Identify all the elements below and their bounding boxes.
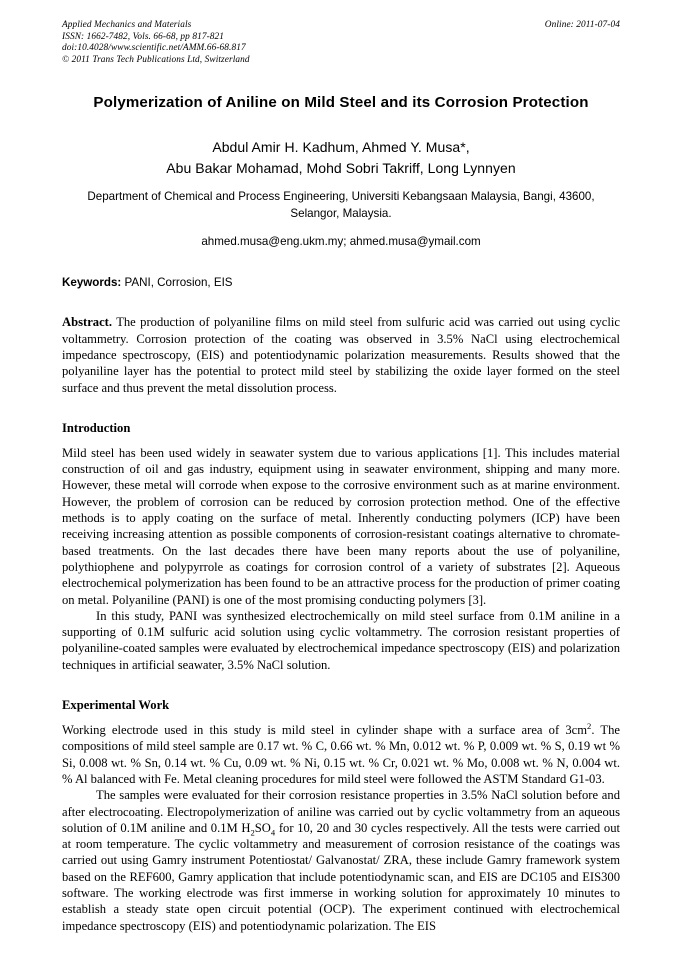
page-title: Polymerization of Aniline on Mild Steel and its Corrosion Protection [93,94,589,112]
keywords-label: Keywords: [62,276,122,290]
author-line-2: Abu Bakar Mohamad, Mohd Sobri Takriff, Long Lynnyen [166,159,516,176]
journal-issn: ISSN: 1662-7482, Vols. 66-68, pp 817-821 [62,31,225,42]
introduction-paragraph-1: Mild steel has been used widely in seawater system due to various applications [1]. This includes material construction of oil and gas industry, equipment using in seawater environment, shipping and many more. However, these metal will corrode when expose to the corrosive environment such as at marine environment. However, the problem of corrosion can be reduced by corrosion protection method. One of the effective methods is to apply coating on the surface of metal. Inherently conducting polymers (ICP) have been receiving increasing attention as possible components of corrosion-resistant coatings alternative to chromate-based treatments. On the last decades there have been many reports about the use of polyaniline, polythiophene and polypyrrole as coatings for corrosion control of a variety of substrates [2]. Aqueous electrochemical polymerization has been found to be an attractive process for the production of primer coating on metal. Polyaniline (PANI) is one of the most promising conducting polymers [3]. [62,445,620,607]
experimental-p2-text-b: SO [254,820,271,835]
author-line-1: Abdul Amir H. Kadhum, Ahmed Y. Musa*, [212,139,470,156]
section-heading-introduction: Introduction [62,420,131,435]
abstract [62,314,620,395]
keywords-value: PANI, Corrosion, EIS [124,276,233,290]
journal-name: Applied Mechanics and Materials [62,20,192,30]
experimental-paragraph-1 [62,722,620,787]
introduction-paragraph-2: In this study, PANI was synthesized electrochemically on mild steel surface from 0.1M aniline in a supporting of 0.1M sulfuric acid solution using cyclic voltammetry. The corrosion resistant properties of polyaniline-coated samples were evaluated by electrochemical impedance spectroscopy (EIS) and polarization techniques in artificial seawater, 3.5% NaCl solution. [62,608,620,672]
journal-header-left [62,20,492,66]
experimental-paragraph-2 [62,787,620,934]
abstract-text: The production of polyaniline films on mild steel from sulfuric acid was carried out using cyclic voltammetry. Corrosion protection of the coating was observed in 3.5% NaCl using electrochemical impedance spectroscopy, (EIS) and potentiodynamic polarization measurements. Results showed that the polyaniline layer has the potential to protect mild steel by stabilizing the oxide layer formed on the steel surface and thus prevent the metal dissolution process. [62,315,620,395]
abstract-label: Abstract. [62,315,113,330]
experimental-p1-text-a: Working electrode used in this study is mild steel in cylinder shape with a surface area of 3cm [62,723,588,738]
section-heading-experimental-work: Experimental Work [62,698,170,713]
surface-area-superscript: 2 [587,720,592,731]
experimental-p2-text-c: for 10, 20 and 30 cycles respectively. All the tests were carried out at room temperature. The cyclic voltammetry and measurement of corrosion resistance of the coatings was carried out using Gamry instrument Potentiostat/ Galvanostat/ ZRA, these include Gamry framework system based on the REF600, Gamry application that include potentiodynamic scan, and EIS are DC105 and EIS300 software. The working electrode was first immerse in working solution for approximately 10 minutes to establish a steady state open circuit potential (OCP). The experiment continued with electrochemical impedance spectroscopy (EIS) and potentiodynamic polarization. The EIS [62,820,620,933]
experimental-p2-text-a: The samples were evaluated for their corrosion resistance properties in 3.5% NaCl solution before and after electrocoating. Electropolymerization of aniline was carried out by cyclic voltammetry from an aqueous solution of 0.1M aniline and 0.1M H [62,788,620,835]
journal-copyright: © 2011 Trans Tech Publications Ltd, Switzerland [62,54,250,65]
author-emails: ahmed.musa@eng.ukm.my; ahmed.musa@ymail.com [201,235,481,249]
online-publication-date: Online: 2011-07-04 [544,20,620,30]
journal-header [62,20,620,66]
keywords [62,275,620,291]
experimental-p1-text-b: . The compositions of mild steel sample are 0.17 wt. % C, 0.66 wt. % Mn, 0.012 wt. % P, 0.009 wt. % S, 0.19 wt % Si, 0.008 wt. % Sn, 0.14 wt. % Cu, 0.09 wt. % Ni, 0.15 wt. % Cr, 0.021 wt. % Mo, 0.008 wt. % N, 0.004 wt. % Al balanced with Fe. Metal cleaning procedures for mild steel were followed the ASTM Standard G1-03. [62,723,620,786]
author-list [62,137,620,178]
journal-doi: doi:10.4028/www.scientific.net/AMM.66-68.817 [62,43,246,54]
h2so4-subscript-4: 4 [270,827,276,838]
h2so4-subscript-2: 2 [250,827,255,838]
affiliation: Department of Chemical and Process Engineering, Universiti Kebangsaan Malaysia, Bangi, 43600, Selangor, Malaysia. [87,190,595,220]
